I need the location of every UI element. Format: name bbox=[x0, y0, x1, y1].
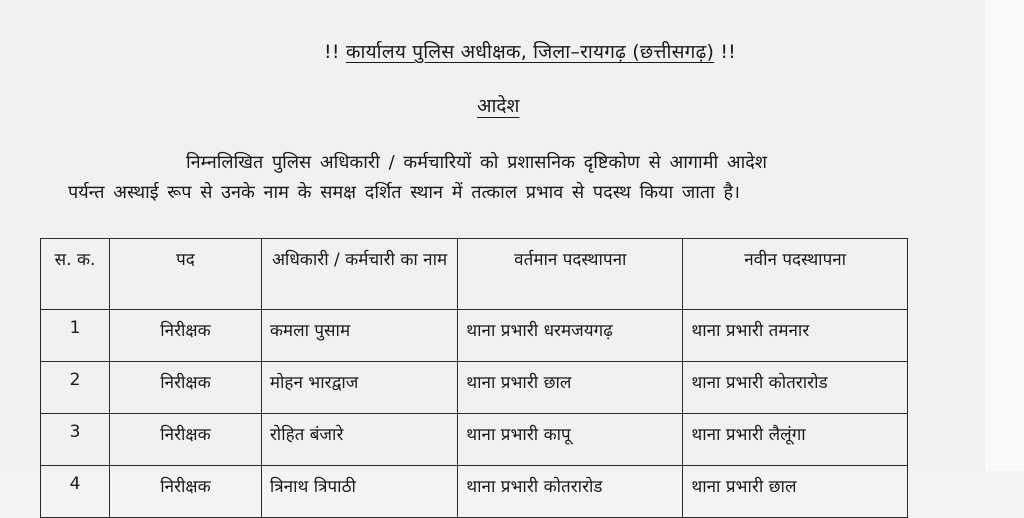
table-row bbox=[41, 362, 908, 414]
cell-name: रोहित बंजारे bbox=[261, 414, 457, 466]
cell-post: निरीक्षक bbox=[110, 414, 262, 466]
cell-post: निरीक्षक bbox=[110, 362, 262, 414]
cell-current-posting: थाना प्रभारी धरमजयगढ़ bbox=[458, 310, 683, 362]
header-name: अधिकारी / कर्मचारी का नाम bbox=[261, 239, 457, 310]
cell-name: कमला पुसाम bbox=[261, 310, 457, 362]
table-header-row bbox=[41, 239, 908, 310]
header-prefix: !! bbox=[324, 41, 340, 63]
cell-serial: 3 bbox=[41, 414, 110, 466]
cell-current-posting: थाना प्रभारी कोतरारोड bbox=[458, 466, 683, 518]
cell-name: त्रिनाथ त्रिपाठी bbox=[261, 466, 457, 518]
cell-new-posting: थाना प्रभारी लैलूंगा bbox=[683, 414, 908, 466]
office-header bbox=[0, 38, 1024, 64]
cell-new-posting: थाना प्रभारी कोतरारोड bbox=[683, 362, 908, 414]
office-title: कार्यालय पुलिस अधीक्षक, जिला–रायगढ़ (छत्तीसगढ़) bbox=[345, 41, 715, 63]
cell-serial: 1 bbox=[41, 310, 110, 362]
header-new-posting: नवीन पदस्थापना bbox=[683, 239, 908, 310]
cell-serial: 2 bbox=[41, 362, 110, 414]
header-post: पद bbox=[110, 239, 262, 310]
cell-serial: 4 bbox=[41, 466, 110, 518]
cell-name: मोहन भारद्वाज bbox=[261, 362, 457, 414]
cell-current-posting: थाना प्रभारी छाल bbox=[458, 362, 683, 414]
cell-post: निरीक्षक bbox=[110, 466, 262, 518]
header-suffix: !! bbox=[720, 41, 736, 63]
order-paragraph bbox=[68, 148, 948, 208]
posting-table bbox=[40, 238, 908, 518]
cell-new-posting: थाना प्रभारी तमनार bbox=[683, 310, 908, 362]
header-serial: स. क. bbox=[41, 239, 110, 310]
paragraph-line-2: पर्यन्त अस्थाई रूप से उनके नाम के समक्ष दर्शित स्थान में तत्काल प्रभाव से पदस्थ किया जाता है। bbox=[68, 182, 740, 203]
cell-current-posting: थाना प्रभारी कापू bbox=[458, 414, 683, 466]
table-row bbox=[41, 310, 908, 362]
paragraph-line-1: निम्नलिखित पुलिस अधिकारी / कर्मचारियों को प्रशासनिक दृष्टिकोण से आगामी आदेश bbox=[186, 152, 768, 173]
order-heading: आदेश bbox=[477, 95, 520, 117]
cell-new-posting: थाना प्रभारी छाल bbox=[683, 466, 908, 518]
cell-post: निरीक्षक bbox=[110, 310, 262, 362]
table-row bbox=[41, 466, 908, 518]
header-current-posting: वर्तमान पदस्थापना bbox=[458, 239, 683, 310]
table-row bbox=[41, 414, 908, 466]
page-margin bbox=[985, 0, 1024, 471]
